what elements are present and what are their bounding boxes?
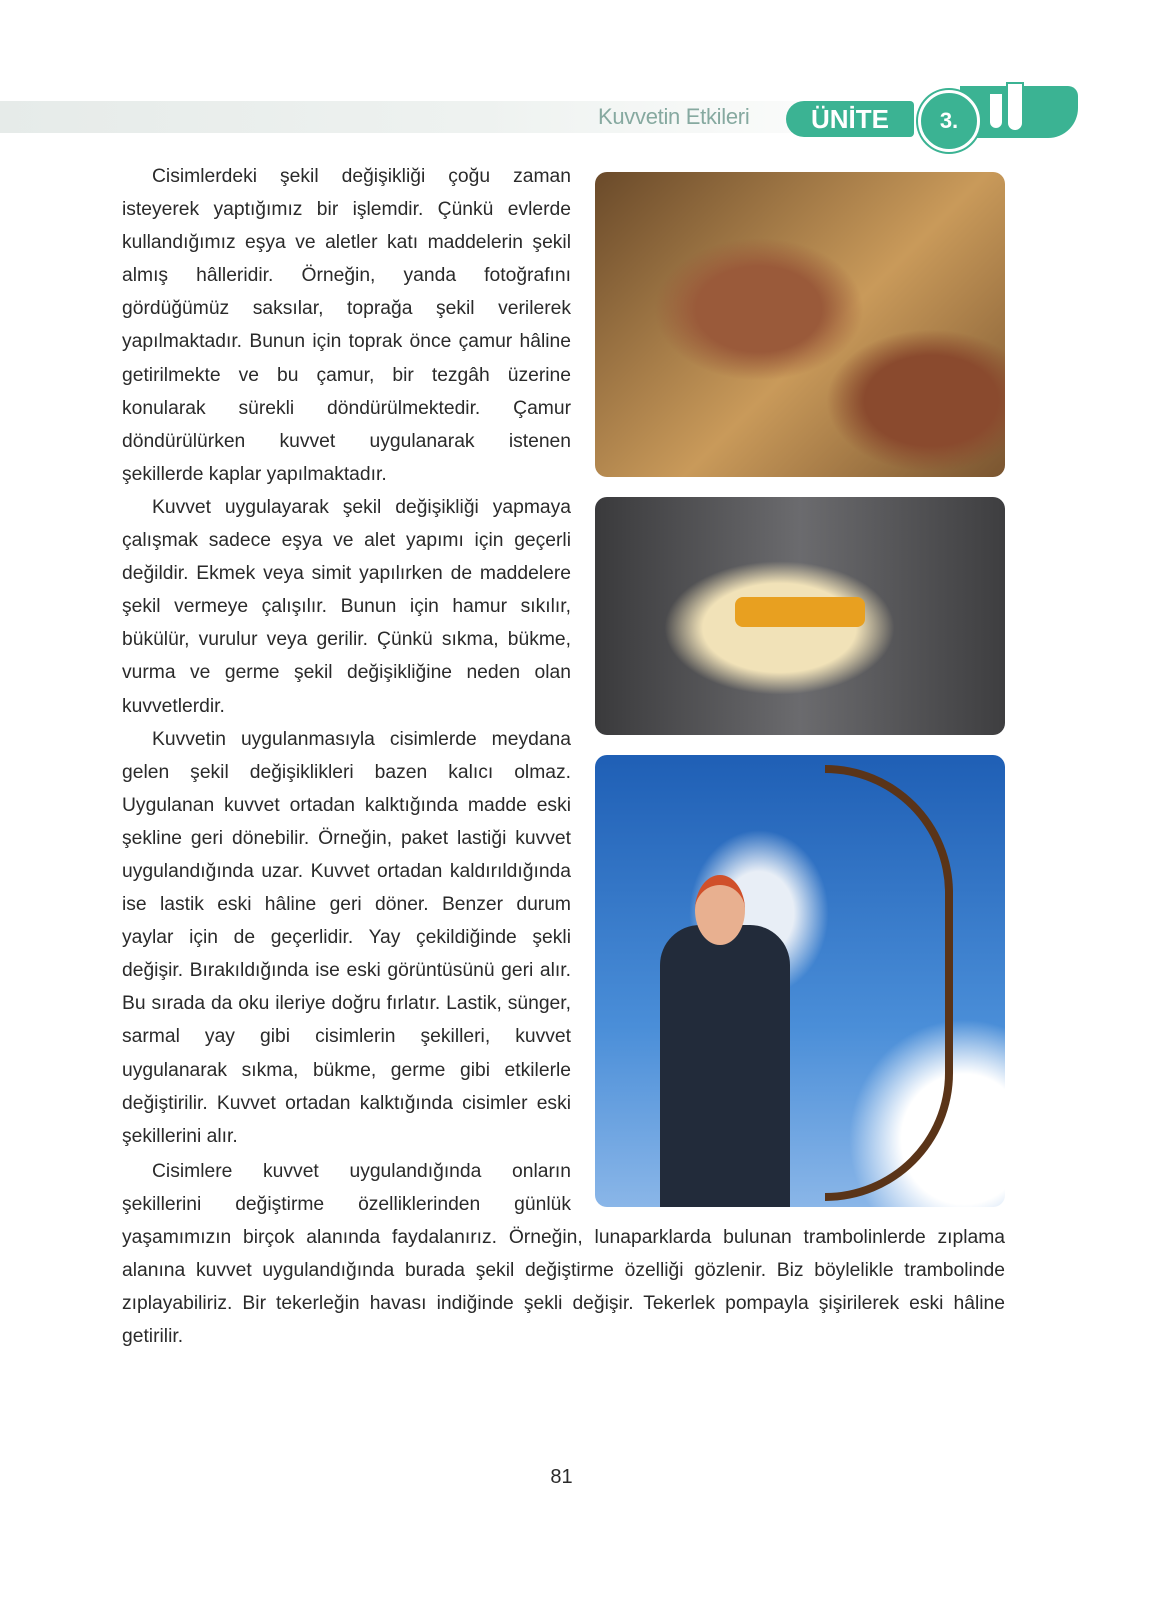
archer-figure <box>660 925 790 1207</box>
potter-at-wheel-photo <box>595 172 1005 477</box>
paragraph: Cisimlerdeki şekil değişikliği çoğu zaman isteyerek yaptığımız bir işlemdir. Çünkü evlerde kullandığımız eşya ve aletler katı maddelerin şekil almış hâlleridir. Örneğin, yanda fotoğrafını gördüğümüz saksılar, toprağa şekil verilerek yapılmaktadır. Bunun için toprak önce çamur hâline getirilmekte ve bu çamur, bir tezgâh üzerine konularak sürekli döndürülmektedir. Çamur döndürülürken kuvvet uygulanarak istenen şekillerde kaplar yapılmaktadır. <box>122 166 571 485</box>
paragraph: Kuvvet uygulayarak şekil değişikliği yapmaya çalışmak sadece eşya ve alet yapımı için geçerli değildir. Ekmek veya simit yapılırken de maddelere şekil vermeye çalışılır. Bunun için hamur sıkılır, bükülür, vurulur veya gerilir. Çünkü sıkma, bükme, vurma ve germe şekil değişikliğine neden olan kuvvetlerdir. <box>122 496 571 717</box>
rolling-dough-photo <box>595 497 1005 735</box>
paragraph: Cisimlere kuvvet uygulandığında onların şekillerini değiştirme özelliklerinden günlük yaşamımızın birçok alanında faydalanırız. Örneğin, lunaparklarda bulunan trambolinlerde zıplama alanına kuvvet uygulandığında burada şekil değiştirme özelliği gözlenir. Biz böylelikle trambolinde zıplayabiliriz. Bir tekerleğin havası indiğinde şekli değişir. Tekerlek pompayla şişirilerek eski hâline getirilir. <box>122 1160 1005 1348</box>
archer-drawing-bow-photo <box>595 755 1005 1207</box>
unit-label: ÜNİTE <box>786 101 914 137</box>
bow <box>825 765 953 1201</box>
rolling-pin <box>735 597 865 627</box>
archer-head <box>695 875 745 945</box>
photo-column <box>595 172 1005 1219</box>
test-tube-icon <box>988 92 1004 130</box>
paragraph: Kuvvetin uygulanmasıyla cisimlerde meydana gelen şekil değişiklikleri bazen kalıcı olmaz. Uygulanan kuvvet ortadan kalktığında madde eski şekline geri dönebilir. Örneğin, paket lastiği kuvvet uygulandığında uzar. Kuvvet ortadan kaldırıldığında ise lastik eski hâline geri döner. Benzer durum yaylar için de geçerlidir. Yay çekildiğinde şekli değişir. Bırakıldığında ise eski görüntüsünü geri alır. Bu sırada da oku ileriye doğru fırlatır. Lastik, sünger, sarmal yay gibi cisimlerin şekilleri, kuvvet uygulanarak sıkma, bükme, germe gibi etkilerle değiştirilir. Kuvvet ortadan kalktığında cisimler eski şekillerini alır. <box>122 728 571 1147</box>
unit-number: 3. <box>918 90 980 152</box>
section-title: Kuvvetin Etkileri <box>598 104 750 129</box>
test-tube-icon <box>1006 82 1024 132</box>
page-number: 81 <box>550 1466 573 1488</box>
body-text <box>122 160 1005 1353</box>
